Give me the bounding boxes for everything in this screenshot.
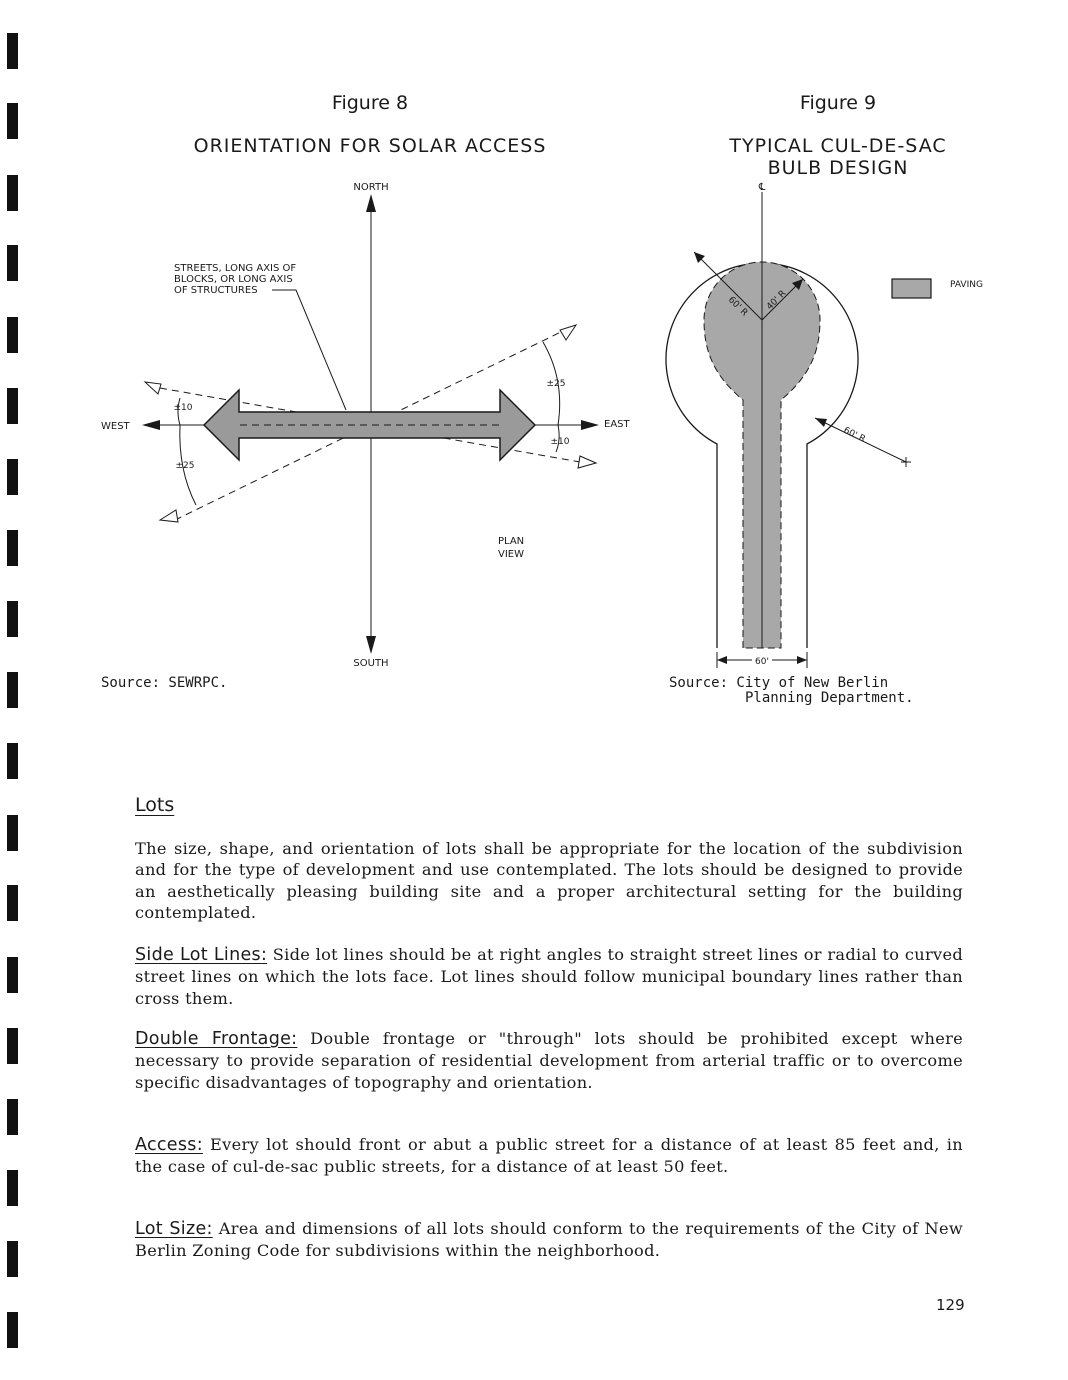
- page-number: 129: [936, 1296, 965, 1314]
- intro-paragraph: The size, shape, and orientation of lots shall be appropriate for the location of the subdivision and for the type of development and use contemplated. The lots should be designed to provide an aesthetically pleasing building site and a proper architectural setting for the building contemplated.: [135, 839, 963, 922]
- binding-hole: [7, 957, 18, 993]
- binding-hole: [7, 1170, 18, 1206]
- double-frontage-text: Double frontage or "through" lots should be prohibited except where necessary to provide separation of residential development from arterial traffic or to overcome specific disadvantages of topography and orientation.: [135, 1029, 963, 1092]
- figure9-source-line: Source: City of New Berlin: [669, 675, 889, 691]
- figure9-label: Figure 9: [799, 92, 877, 114]
- double-frontage-paragraph: [135, 1028, 963, 1093]
- binding-hole: [7, 1312, 18, 1348]
- binding-hole: [7, 815, 18, 851]
- lot-size-paragraph: [135, 1218, 963, 1262]
- side-lot-lines-heading: Side Lot Lines:: [135, 945, 268, 965]
- figure9-title-line: TYPICAL CUL-DE-SAC: [729, 135, 947, 157]
- figure8-label: Figure 8: [331, 92, 409, 114]
- north-label: NORTH: [353, 182, 389, 193]
- access-heading: Access:: [135, 1135, 203, 1155]
- figure9-source-line: Planning Department.: [745, 690, 914, 706]
- binding-hole: [7, 885, 18, 921]
- radius-40-label: 40' R: [765, 288, 789, 313]
- note-line: STREETS, LONG AXIS OF: [174, 263, 297, 274]
- paving-legend-swatch: [892, 279, 931, 298]
- centerline-symbol: ℄: [758, 182, 766, 193]
- angle-label-west-25: ±25: [175, 461, 195, 471]
- angle-label-east-25: ±25: [546, 379, 566, 389]
- side-lot-lines-paragraph: [135, 944, 963, 1009]
- binding-hole: [7, 743, 18, 779]
- binding-hole: [7, 1241, 18, 1277]
- plan-view-label: PLAN: [498, 536, 525, 547]
- side-lot-lines-text: Side lot lines should be at right angles to straight street lines or radial to curved street lines on which the lots face. Lot lines should follow municipal boundary lines rather than cross them.: [135, 945, 963, 1008]
- south-label: SOUTH: [353, 658, 389, 669]
- plan-view-label: VIEW: [498, 549, 524, 560]
- lot-size-heading: Lot Size:: [135, 1219, 213, 1239]
- lot-size-text: Area and dimensions of all lots should conform to the requirements of the City of New Berlin Zoning Code for subdivisions within the neighborhood.: [135, 1219, 964, 1261]
- section-heading-lots: Lots: [135, 794, 175, 816]
- note-line: OF STRUCTURES: [174, 285, 258, 296]
- access-paragraph: [135, 1134, 963, 1178]
- angle-label-west-10: ±10: [173, 403, 193, 413]
- width-60-label: 60': [755, 657, 769, 667]
- west-label: WEST: [101, 421, 130, 432]
- angle-label-east-10: ±10: [550, 437, 570, 447]
- radius-60-label: 60' R: [725, 295, 750, 319]
- note-line: BLOCKS, OR LONG AXIS: [174, 274, 293, 285]
- access-text: Every lot should front or abut a public street for a distance of at least 85 feet and, in the case of cul-de-sac public streets, for a distance of at least 50 feet.: [135, 1135, 963, 1177]
- radius-60-label: 60' R: [841, 425, 867, 445]
- binding-hole: [7, 1099, 18, 1135]
- double-frontage-heading: Double Frontage:: [135, 1029, 298, 1049]
- figure9-title-line: BULB DESIGN: [767, 157, 909, 179]
- figure8-source: Source: SEWRPC.: [101, 675, 228, 691]
- binding-hole: [7, 1028, 18, 1064]
- figure8-title: ORIENTATION FOR SOLAR ACCESS: [193, 135, 547, 157]
- paving-legend-label: PAVING: [950, 280, 983, 290]
- east-label: EAST: [604, 419, 630, 430]
